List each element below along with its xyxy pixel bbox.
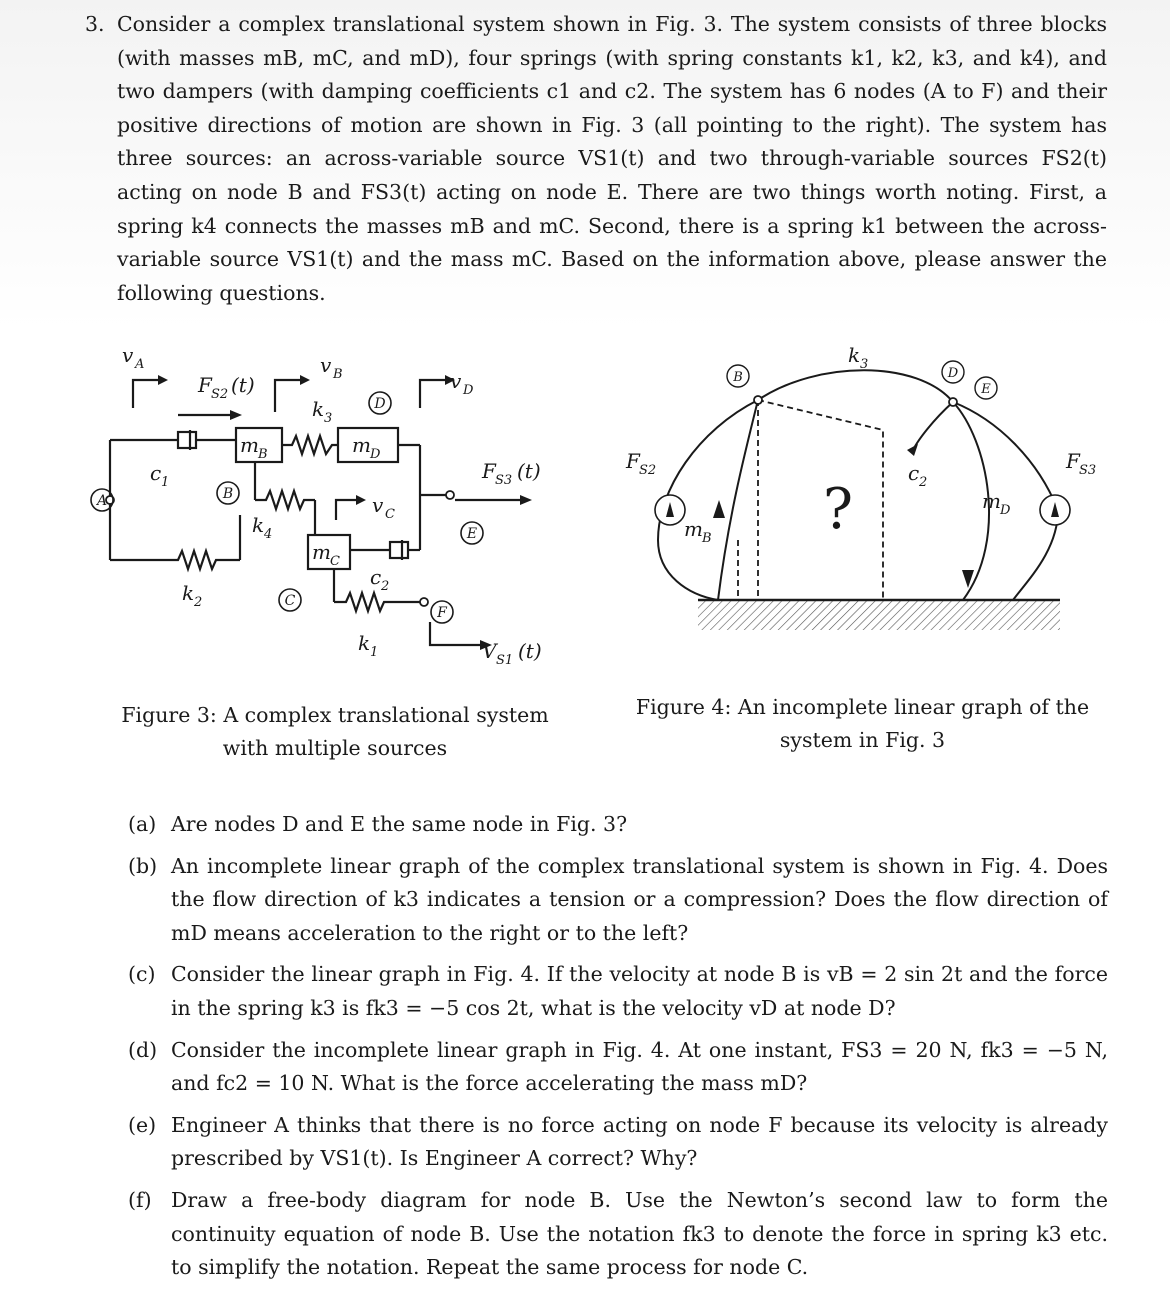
fig4-label-mD: m <box>982 489 1001 513</box>
label-vC: v <box>372 493 384 517</box>
question-text: Engineer A thinks that there is no force acting on node F because its velocity is already prescribed by VS1(t). Is Engineer A correct? Why? <box>171 1112 1108 1171</box>
svg-text:3: 3 <box>860 357 869 372</box>
figure-4-caption: Figure 4: An incomplete linear graph of the system in Fig. 3 <box>635 695 1090 752</box>
question-text: Consider the incomplete linear graph in Fig. 4. At one instant, FS3 = 20 N, fk3 = −5 N, and fc2 = 10 N. What is the force accelerating the mass mD? <box>171 1037 1108 1096</box>
question-a <box>128 808 1108 842</box>
svg-text:(t): (t) <box>517 459 541 483</box>
svg-text:B: B <box>258 447 268 462</box>
fig4-question-mark: ? <box>823 477 854 542</box>
node-E: E <box>466 526 478 542</box>
label-mB: m <box>240 433 259 457</box>
node-B: B <box>222 486 234 502</box>
svg-text:D: D <box>370 447 381 462</box>
fig4-node-B: B <box>733 370 743 385</box>
label-c2: c <box>370 565 382 589</box>
node-F: F <box>437 605 447 621</box>
svg-text:2: 2 <box>381 579 390 594</box>
question-label: (e) <box>128 1112 157 1137</box>
label-Vs1: V <box>482 639 497 663</box>
svg-text:1: 1 <box>161 475 170 490</box>
label-k2: k <box>182 581 195 605</box>
svg-text:S3: S3 <box>495 473 513 488</box>
question-label: (a) <box>128 812 157 836</box>
label-Fs3: F <box>482 459 496 483</box>
question-text: Consider the linear graph in Fig. 4. If the velocity at node B is vB = 2 sin 2t and the force in the spring k3 is fk3 = −5 cos 2t, what is the velocity vD at node D? <box>171 962 1108 1020</box>
label-c1: c <box>150 461 162 485</box>
problem-text: Consider a complex translational system shown in Fig. 3. The system consists of three blocks (with masses mB, mC, and mD), four springs (with spring constants k1, k2, k3, and k4), and two dampers (with damping coefficients c1 and c2. The system has 6 nodes (A to F) and their positive directions of motion are shown in Fig. 3 (all pointing to the right). The system has three sources: an across-variable source VS1(t) and two through-variable sources FS2(t) acting on node B and FS3(t) acting on node E. There are two things worth noting. First, a spring k4 connects the masses mB and mC. Second, there is a spring k1 between the across-variable source VS1(t) and the mass mC. Based on the information above, please answer the following questions. <box>117 12 1107 305</box>
svg-text:A: A <box>135 357 145 372</box>
label-mC: m <box>312 540 331 564</box>
svg-text:S2: S2 <box>211 387 229 402</box>
svg-text:2: 2 <box>919 475 928 490</box>
svg-text:D: D <box>463 383 474 398</box>
label-vD: v <box>450 369 462 393</box>
svg-text:D: D <box>1000 503 1011 518</box>
question-list <box>128 808 1108 1293</box>
question-label: (b) <box>128 853 158 878</box>
fig4-label-c2: c <box>908 461 920 485</box>
svg-text:S3: S3 <box>1079 463 1097 478</box>
svg-text:S2: S2 <box>639 463 657 478</box>
question-label: (f) <box>128 1187 152 1212</box>
question-d <box>128 1034 1108 1101</box>
svg-text:4: 4 <box>264 527 273 542</box>
node-C: C <box>284 593 296 609</box>
label-k3: k <box>312 397 325 421</box>
label-k1: k <box>358 631 371 655</box>
fig4-label-mB: m <box>684 517 703 541</box>
question-e <box>128 1109 1108 1176</box>
node-A: A <box>96 493 108 509</box>
svg-text:B: B <box>333 367 343 382</box>
fig4-label-Fs2: F <box>626 449 640 473</box>
label-vA: v <box>122 343 134 367</box>
fig4-label-k3: k <box>848 343 861 367</box>
fig4-node-D: D <box>947 366 959 381</box>
question-label: (d) <box>128 1037 158 1062</box>
svg-text:S1: S1 <box>496 653 514 668</box>
question-text: Draw a free-body diagram for node B. Use the Newton’s second law to form the continuity equation of node B. Use the notation fk3 to denote the force in spring k3 etc. to simplify the notation. Repeat the same process for node C. <box>171 1187 1108 1280</box>
question-c <box>128 958 1108 1025</box>
figure-4-linear-graph <box>618 340 1097 640</box>
figure-3-caption: Figure 3: A complex translational system with multiple sources <box>121 703 549 760</box>
svg-text:2: 2 <box>194 595 203 610</box>
svg-text:C: C <box>330 554 340 569</box>
svg-text:(t): (t) <box>518 639 542 663</box>
problem-statement <box>85 8 1107 310</box>
svg-text:(t): (t) <box>231 373 255 397</box>
question-text: An incomplete linear graph of the complex translational system is shown in Fig. 4. Does the flow direction of k3 indicates a tension or a compression? Does the flow direction of mD means acceleration to the right or to the left? <box>171 853 1108 945</box>
svg-text:3: 3 <box>324 411 333 426</box>
figure-3-diagram <box>90 340 580 680</box>
svg-text:C: C <box>385 507 395 522</box>
question-text: Are nodes D and E the same node in Fig. 3? <box>171 812 628 836</box>
node-D: D <box>374 396 386 412</box>
question-f <box>128 1184 1108 1285</box>
svg-text:B: B <box>702 531 712 546</box>
problem-number: 3. <box>85 12 105 36</box>
label-Fs2: F <box>198 373 212 397</box>
label-vB: v <box>320 353 332 377</box>
question-b <box>128 850 1108 951</box>
label-mD: m <box>352 433 371 457</box>
label-k4: k <box>252 513 265 537</box>
question-label: (c) <box>128 962 156 987</box>
fig4-node-E: E <box>981 382 991 397</box>
fig4-label-Fs3: F <box>1066 449 1080 473</box>
svg-text:1: 1 <box>370 645 379 660</box>
